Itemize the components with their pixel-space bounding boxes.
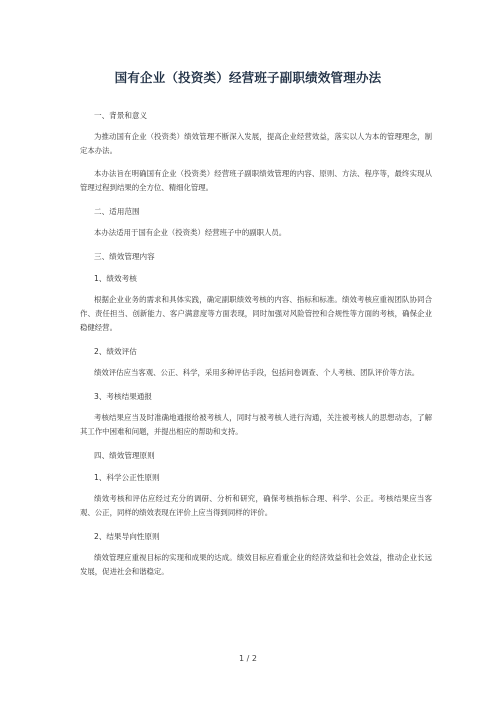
paragraph: 本办法适用于国有企业（投资类）经营班子中的副职人员。 — [94, 228, 287, 237]
subsection-heading: 2、结果导向性原则 — [94, 532, 160, 541]
paragraph: 本办法旨在明确国有企业（投资类）经营班子副职绩效管理的内容、原则、方法、程序等，最终实现从管理过程到结果的全方位、精细化管理。 — [80, 169, 432, 192]
paragraph: 绩效管理应重视目标的实现和成果的达成。绩效目标应看重企业的经济效益和社会效益，推动企业长远发展，促进社会和谐稳定。 — [80, 553, 432, 576]
page-number: 1 / 2 — [239, 654, 257, 663]
subsection-heading: 1、科学公正性原则 — [94, 473, 160, 482]
section-heading: 三、绩效管理内容 — [94, 252, 155, 261]
paragraph: 绩效评估应当客观、公正、科学，采用多种评估手段，包括问卷调查、个人考核、团队评价等方法。 — [94, 368, 420, 377]
subsection-heading: 3、考核结果通报 — [94, 392, 152, 401]
paragraph: 根据企业业务的需求和具体实践，确定副职绩效考核的内容、指标和标准。绩效考核应重视团队协同合作、责任担当、创新能力、客户满意度等方面表现，同时加强对风险管控和合规性等方面的考核，确保企业稳健经营。 — [80, 295, 432, 332]
paragraph: 为推动国有企业（投资类）绩效管理不断深入发展，提高企业经营效益，落实以人为本的管理理念，制定本办法。 — [80, 132, 432, 155]
subsection-heading: 1、绩效考核 — [94, 274, 137, 283]
paragraph: 绩效考核和评估应经过充分的调研、分析和研究，确保考核指标合理、科学、公正。考核结果应当客观、公正，同样的绩效表现在评价上应当得到同样的评价。 — [80, 494, 432, 517]
subsection-heading: 2、绩效评估 — [94, 347, 137, 356]
section-heading: 四、绩效管理原则 — [94, 451, 155, 460]
section-heading: 一、背景和意义 — [94, 111, 148, 120]
section-heading: 二、适用范围 — [94, 207, 140, 216]
document-body — [80, 110, 432, 579]
document-title: 国有企业（投资类）经营班子副职绩效管理办法 — [114, 70, 382, 85]
paragraph: 考核结果应当及时准确地通报给被考核人，同时与被考核人进行沟通，关注被考核人的思想动态，了解其工作中困难和问题，并提出相应的帮助和支持。 — [80, 413, 432, 436]
